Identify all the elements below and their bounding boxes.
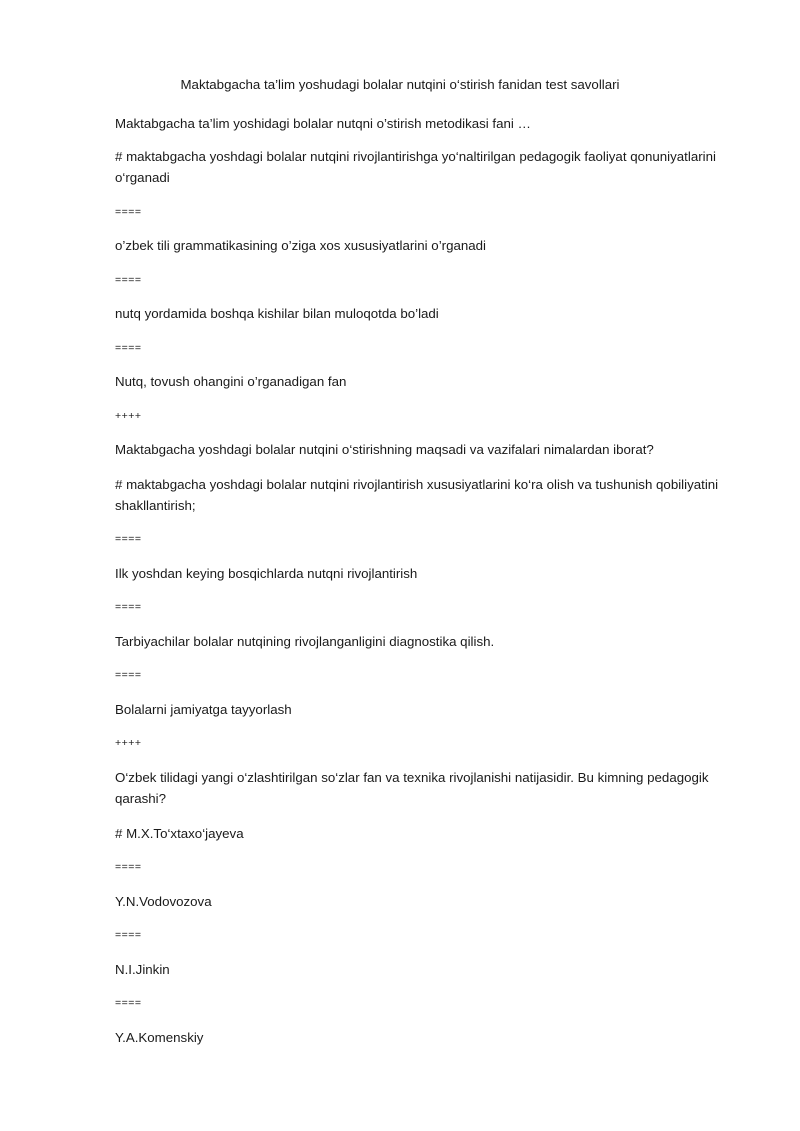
question-2-option: Tarbiyachilar bolalar nutqining rivojlanganligini diagnostika qilish.: [115, 634, 495, 649]
question-3-correct-answer: # M.X.To‘xtaxo‘jayeva: [115, 826, 244, 841]
answer-separator: ====: [115, 929, 142, 941]
answer-separator: ====: [115, 669, 142, 681]
question-3-option: N.I.Jinkin: [115, 962, 170, 977]
answer-separator: ====: [115, 997, 142, 1009]
question-2-option: Bolalarni jamiyatga tayyorlash: [115, 702, 292, 717]
answer-separator: ====: [115, 601, 142, 613]
question-2-option: Ilk yoshdan keying bosqichlarda nutqni rivojlantirish: [115, 566, 418, 581]
question-2-correct-answer: # maktabgacha yoshdagi bolalar nutqini rivojlantirish xususiyatlarini ko‘ra olish va tushunish qobiliyatini shakllantirish;: [115, 477, 719, 513]
answer-separator: ====: [115, 861, 142, 873]
question-1-correct-answer: # maktabgacha yoshdagi bolalar nutqini rivojlantirishga yo‘naltirilgan pedagogik faoliyat qonuniyatlarini o‘rganadi: [115, 149, 716, 185]
document-title: Maktabgacha ta’lim yoshudagi bolalar nutqini o‘stirish fanidan test savollari: [180, 77, 620, 92]
question-2-text: Maktabgacha yoshdagi bolalar nutqini o‘stirishning maqsadi va vazifalari nimalardan iborat?: [115, 442, 654, 457]
question-3-option: Y.A.Komenskiy: [115, 1030, 204, 1045]
question-separator: ++++: [115, 410, 142, 422]
question-3-option: Y.N.Vodovozova: [115, 894, 212, 909]
question-1-option: Nutq, tovush ohangini o’rganadigan fan: [115, 374, 347, 389]
question-1-text: Maktabgacha ta’lim yoshidagi bolalar nutqni o’stirish metodikasi fani …: [115, 116, 531, 131]
answer-separator: ====: [115, 533, 142, 545]
question-1-option: nutq yordamida boshqa kishilar bilan muloqotda bo’ladi: [115, 306, 439, 321]
answer-separator: ====: [115, 342, 142, 354]
answer-separator: ====: [115, 206, 142, 218]
question-1-option: o’zbek tili grammatikasining o’ziga xos xususiyatlarini o’rganadi: [115, 238, 487, 253]
question-separator: ++++: [115, 737, 142, 749]
answer-separator: ====: [115, 274, 142, 286]
question-3-text: O‘zbek tilidagi yangi o‘zlashtirilgan so‘zlar fan va texnika rivojlanishi natijasidir. Bu kimning pedagogik qarashi?: [115, 770, 709, 806]
